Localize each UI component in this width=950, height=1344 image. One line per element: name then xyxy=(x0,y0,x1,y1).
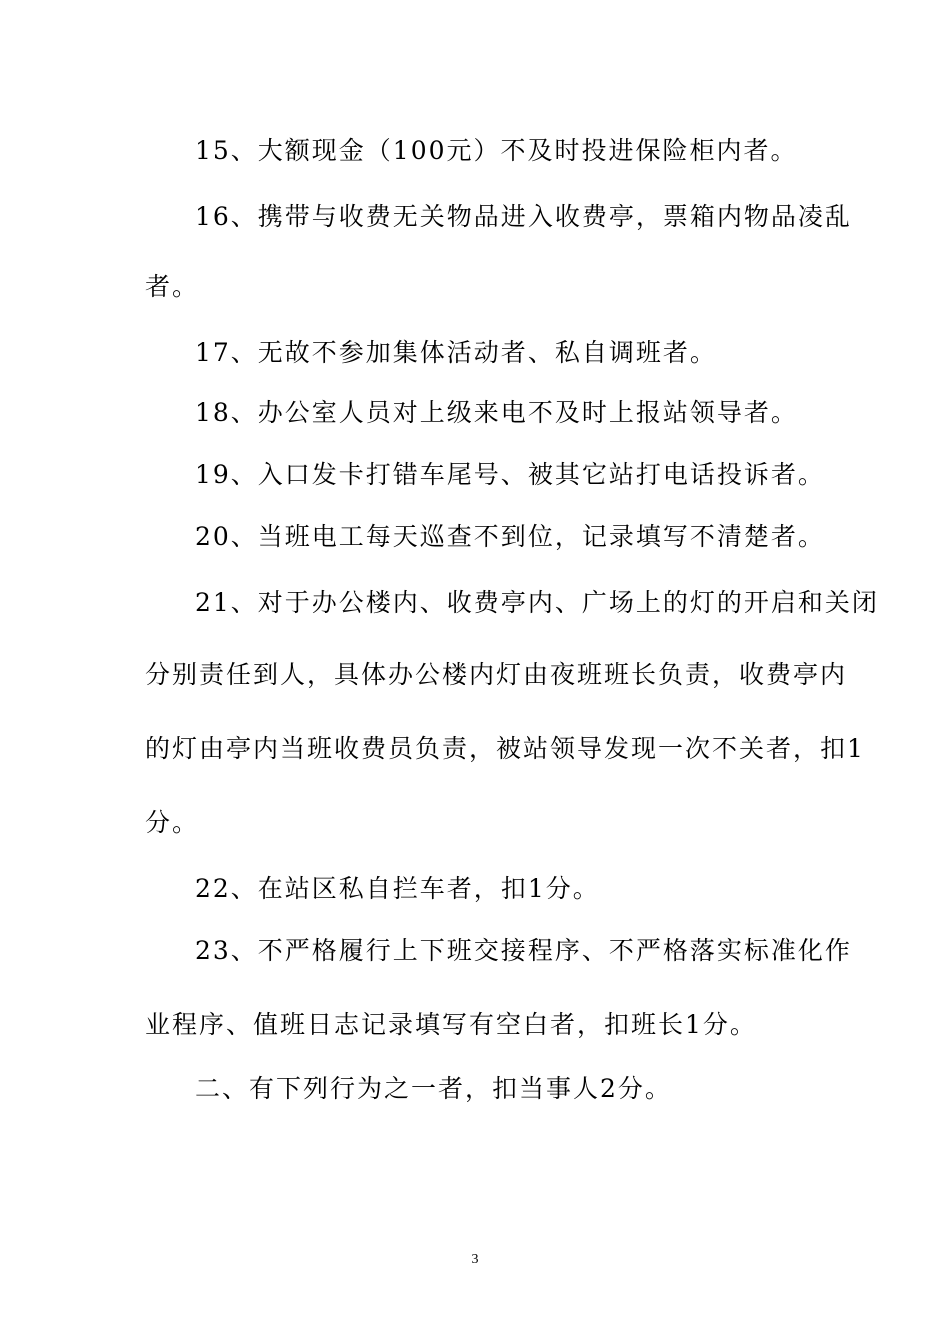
item-17: 17、无故不参加集体活动者、私自调班者。 xyxy=(195,338,717,367)
item-16-line-1: 16、携带与收费无关物品进入收费亭，票箱内物品凌乱 xyxy=(195,202,852,231)
item-18: 18、办公室人员对上级来电不及时上报站领导者。 xyxy=(195,398,798,427)
section-two-heading: 二、有下列行为之一者，扣当事人2分。 xyxy=(195,1074,672,1103)
item-21-line-1: 21、对于办公楼内、收费亭内、广场上的灯的开启和关闭 xyxy=(195,588,879,617)
item-21-line-3: 的灯由亭内当班收费员负责，被站领导发现一次不关者，扣1 xyxy=(145,734,865,763)
page-number: 3 xyxy=(471,1252,479,1267)
item-16-line-2: 者。 xyxy=(145,272,200,301)
item-21-line-2: 分别责任到人，具体办公楼内灯由夜班班长负责，收费亭内 xyxy=(145,660,848,689)
item-21-line-4: 分。 xyxy=(145,808,200,837)
item-20: 20、当班电工每天巡查不到位，记录填写不清楚者。 xyxy=(195,522,825,551)
item-23-line-1: 23、不严格履行上下班交接程序、不严格落实标准化作 xyxy=(195,936,852,965)
item-22: 22、在站区私自拦车者，扣1分。 xyxy=(195,874,600,903)
item-15: 15、大额现金（100元）不及时投进保险柜内者。 xyxy=(195,136,798,165)
item-19: 19、入口发卡打错车尾号、被其它站打电话投诉者。 xyxy=(195,460,825,489)
item-23-line-2: 业程序、值班日志记录填写有空白者，扣班长1分。 xyxy=(145,1010,757,1039)
